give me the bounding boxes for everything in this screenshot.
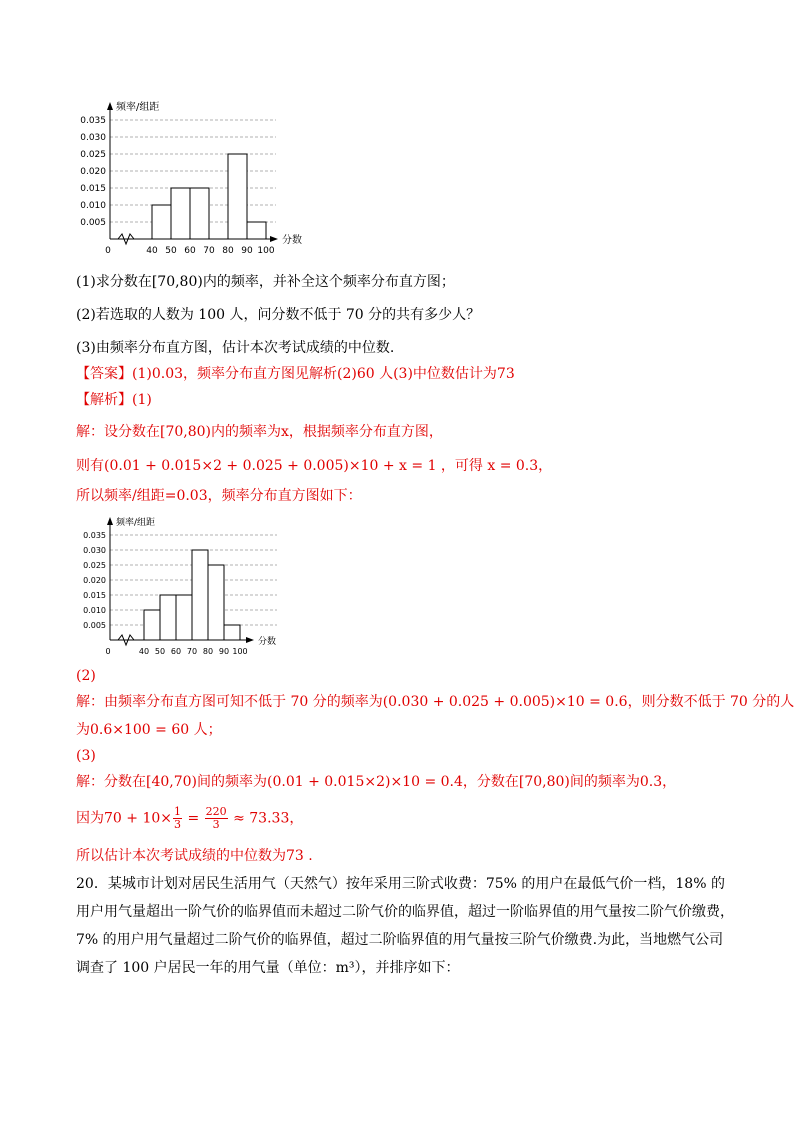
- y-tick-label: 0.035: [80, 116, 106, 126]
- x-tick-label: 0: [105, 647, 111, 656]
- fraction-numerator: 1: [174, 805, 181, 818]
- solution-3b: [76, 806, 303, 831]
- equals-sign: =: [183, 810, 204, 827]
- x-tick-label: 60: [170, 647, 182, 656]
- y-tick-label: 0.020: [83, 576, 106, 585]
- y-axis-arrow-icon: [107, 102, 113, 110]
- solution-3a: 解：分数在[40,70)间的频率为(0.01 + 0.015×2)×10 = 0.4，分数在[70,80)间的频率为0.3，: [76, 774, 677, 790]
- histogram-bar: [224, 625, 240, 640]
- x-tick-label: 60: [184, 246, 196, 256]
- x-tick-label: 90: [241, 246, 253, 256]
- solution-3b-prefix: 因为70 + 10×: [76, 810, 172, 827]
- x-tick-label: 0: [105, 246, 111, 256]
- histogram-bar: [171, 188, 190, 239]
- solution-1c: 所以频率/组距=0.03，频率分布直方图如下：: [76, 488, 362, 504]
- x-tick-label: 100: [232, 647, 248, 656]
- y-tick-label: 0.030: [83, 546, 106, 555]
- analysis-heading: 【解析】(1): [76, 392, 152, 408]
- problem-20-line1: 20．某城市计划对居民生活用气（天然气）按年采用三阶式收费：75% 的用户在最低气价一档，18% 的: [76, 876, 725, 892]
- y-tick-label: 0.015: [80, 184, 106, 194]
- histogram-bar: [176, 595, 192, 640]
- fraction-220-thirds: [205, 806, 228, 831]
- x-axis-arrow-icon: [270, 236, 278, 242]
- x-tick-label: 70: [186, 647, 198, 656]
- y-tick-label: 0.010: [80, 201, 106, 211]
- y-tick-label: 0.015: [83, 591, 106, 600]
- histogram-bar: [190, 188, 209, 239]
- part-2-heading: (2): [76, 668, 96, 684]
- histogram-bar: [144, 610, 160, 640]
- answer-line: 【答案】(1)0.03，频率分布直方图见解析(2)60 人(3)中位数估计为73: [76, 366, 515, 382]
- y-tick-label: 0.010: [83, 606, 106, 615]
- x-tick-label: 100: [257, 246, 275, 256]
- histogram-bar: [152, 205, 171, 239]
- histogram-bar: [208, 565, 224, 640]
- fraction-one-third: [173, 806, 182, 831]
- histogram-bar: [160, 595, 176, 640]
- y-axis-title: 频率/组距: [116, 518, 156, 528]
- y-tick-label: 0.025: [83, 561, 106, 570]
- problem-20-line3: 7% 的用户用气量超过二阶气价的临界值，超过二阶临界值的用气量按三阶气价缴费.为此，当地燃气公司: [76, 932, 724, 948]
- solution-3b-suffix: ≈ 73.33，: [228, 810, 304, 827]
- x-tick-label: 70: [203, 246, 215, 256]
- x-axis-title: 分数: [282, 235, 302, 246]
- solution-3c: 所以估计本次考试成绩的中位数为73 .: [76, 848, 313, 864]
- x-tick-label: 80: [222, 246, 234, 256]
- solution-1a: 解：设分数在[70,80)内的频率为x，根据频率分布直方图，: [76, 424, 443, 440]
- question-2: (2)若选取的人数为 100 人，问分数不低于 70 分的共有多少人？: [76, 307, 481, 323]
- solution-2a: 解：由频率分布直方图可知不低于 70 分的频率为(0.030 + 0.025 + 0.005)×10 = 0.6，则分数不低于 70 分的人: [76, 694, 795, 710]
- fraction-numerator: 220: [205, 805, 227, 818]
- x-tick-label: 80: [202, 647, 214, 656]
- x-tick-label: 40: [146, 246, 158, 256]
- y-tick-label: 0.030: [80, 133, 106, 143]
- x-tick-label: 40: [138, 647, 150, 656]
- y-axis-title: 频率/组距: [116, 102, 160, 113]
- fraction-denominator: 3: [212, 818, 220, 831]
- y-tick-label: 0.005: [80, 218, 106, 228]
- y-tick-label: 0.025: [80, 150, 106, 160]
- histogram-bar: [192, 550, 208, 640]
- problem-20-line4: 调查了 100 户居民一年的用气量（单位：m³），并排序如下：: [76, 960, 460, 976]
- question-3: (3)由频率分布直方图，估计本次考试成绩的中位数.: [76, 340, 395, 356]
- x-tick-label: 90: [218, 647, 230, 656]
- histogram-bar: [247, 222, 266, 239]
- y-tick-label: 0.005: [83, 621, 106, 630]
- histogram-complete: [62, 512, 302, 662]
- x-tick-label: 50: [154, 647, 166, 656]
- question-1: (1)求分数在[70,80)内的频率，并补全这个频率分布直方图；: [76, 274, 455, 290]
- solution-2b: 为0.6×100 = 60 人；: [76, 722, 222, 738]
- histogram-incomplete: [60, 95, 320, 270]
- solution-1b: 则有(0.01 + 0.015×2 + 0.025 + 0.005)×10 + x = 1 ，可得 x = 0.3，: [76, 458, 553, 474]
- histogram-bar: [228, 154, 247, 239]
- fraction-denominator: 3: [174, 818, 181, 831]
- problem-20-line2: 用户用气量超出一阶气价的临界值而未超过二阶气价的临界值，超过一阶临界值的用气量按二阶气价缴费，: [76, 904, 734, 920]
- x-tick-label: 50: [165, 246, 177, 256]
- part-3-heading: (3): [76, 748, 96, 764]
- y-tick-label: 0.035: [83, 531, 106, 540]
- y-axis-arrow-icon: [107, 517, 113, 525]
- x-axis-title: 分数: [258, 637, 277, 647]
- x-axis-arrow-icon: [246, 637, 254, 643]
- y-tick-label: 0.020: [80, 167, 106, 177]
